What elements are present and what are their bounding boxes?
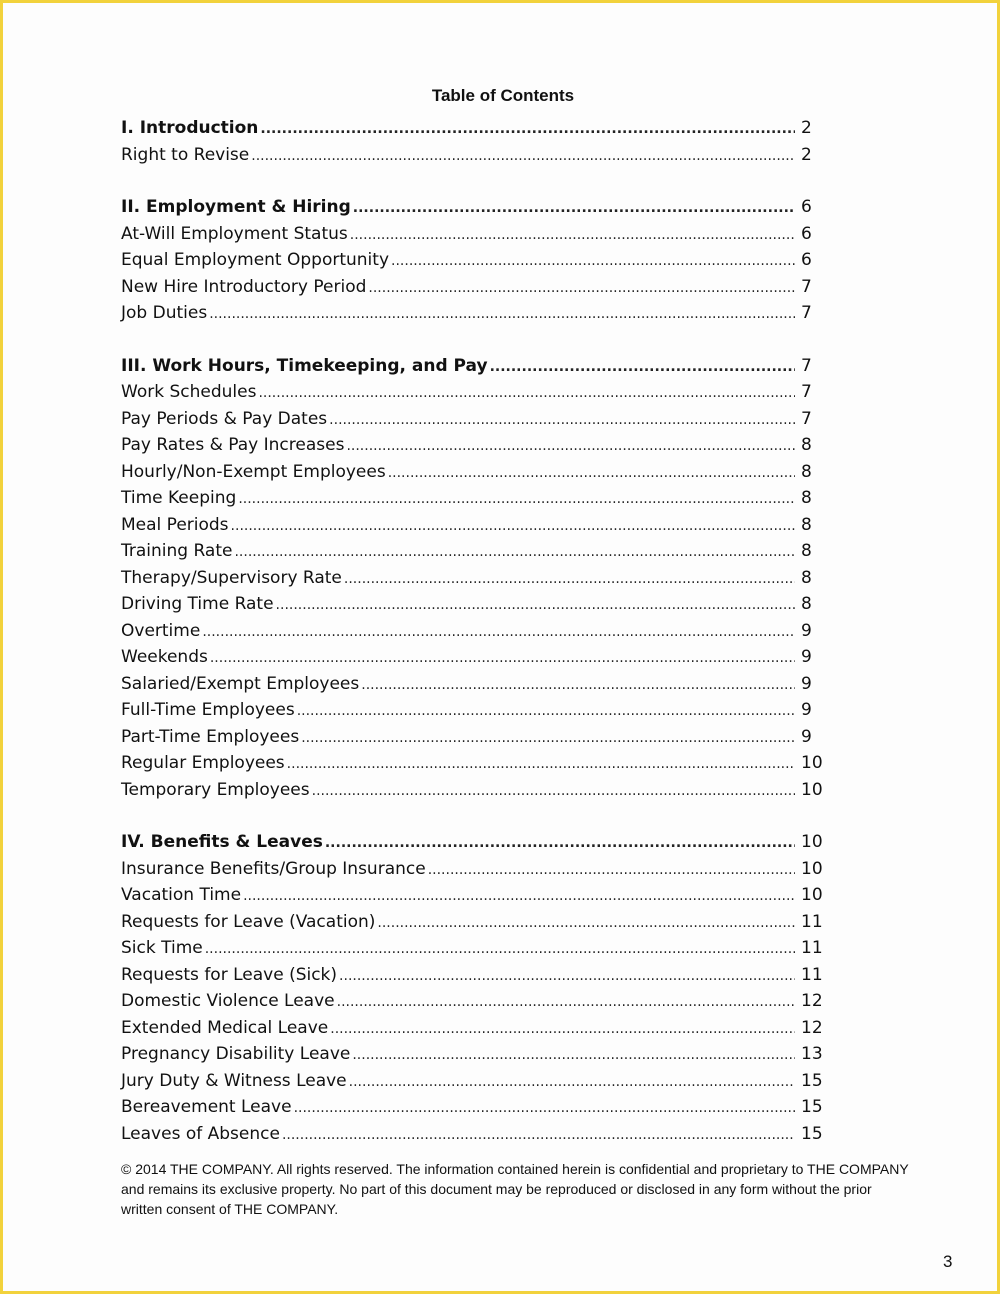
toc-entry-page: 6 — [801, 197, 812, 217]
dot-leader — [330, 1016, 795, 1043]
dot-leader — [312, 778, 795, 805]
toc-entry[interactable] — [121, 459, 831, 486]
dot-leader — [388, 460, 795, 487]
dot-leader — [301, 725, 795, 752]
toc-entry[interactable] — [121, 1015, 831, 1042]
toc-entry[interactable] — [121, 618, 831, 645]
toc-entry-label: Hourly/Non-Exempt Employees — [121, 461, 386, 482]
toc-entry-label: Requests for Leave (Sick) — [121, 964, 338, 985]
toc-entry[interactable] — [121, 856, 831, 883]
dot-leader — [490, 354, 795, 381]
toc-entry-label: Vacation Time — [121, 885, 242, 905]
toc-entry-label: Regular Employees — [121, 753, 285, 773]
dot-leader — [202, 619, 795, 646]
toc-entry-page: 6 — [801, 250, 812, 270]
dot-leader — [350, 222, 795, 249]
dot-leader — [260, 116, 795, 143]
dot-leader — [428, 857, 795, 884]
toc-entry-label: Time Keeping — [121, 488, 237, 508]
toc-entry-page: 11 — [801, 911, 823, 932]
toc-entry-label: Overtime — [121, 620, 201, 641]
toc-entry-page: 10 — [801, 885, 823, 905]
toc-entry-label: Equal Employment Opportunity — [121, 250, 390, 270]
toc-entry-page: 13 — [801, 1044, 823, 1064]
toc-entry[interactable] — [121, 379, 831, 406]
toc-entry[interactable] — [121, 1121, 831, 1148]
toc-entry-page: 7 — [801, 408, 812, 429]
dot-leader — [282, 1122, 795, 1149]
toc-entry-label: Right to Revise — [121, 144, 250, 165]
toc-entry-page: 6 — [801, 223, 812, 244]
dot-leader — [352, 1042, 795, 1069]
toc-entry[interactable] — [121, 882, 831, 909]
toc-entry-page: 10 — [801, 753, 823, 773]
toc-entry-page: 9 — [801, 647, 812, 667]
toc-entry-label: Insurance Benefits/Group Insurance — [121, 858, 426, 879]
toc-entry-label: Bereavement Leave — [121, 1097, 292, 1117]
toc-entry-label: II. Employment & Hiring — [121, 197, 351, 217]
toc-entry-page: 10 — [801, 779, 823, 800]
toc-entry[interactable] — [121, 909, 831, 936]
copyright-notice: © 2014 THE COMPANY. All rights reserved. The information contained herein is confidential and proprietary to THE COMPANY and remains its exclusive property. No part of this document may be reproduced or disclosed in any form without the prior written consent of THE COMPANY. — [121, 1161, 909, 1217]
toc-entry-label: Domestic Violence Leave — [121, 991, 335, 1011]
toc-entry[interactable] — [121, 988, 831, 1015]
dot-leader — [210, 645, 795, 672]
toc-entry[interactable] — [121, 221, 831, 248]
toc-entry[interactable] — [121, 274, 831, 301]
toc-entry-label: Temporary Employees — [121, 779, 310, 800]
toc-entry-page: 8 — [801, 594, 812, 614]
toc-entry-label: At-Will Employment Status — [121, 223, 348, 244]
toc-entry-label: Extended Medical Leave — [121, 1017, 329, 1038]
toc-entry[interactable] — [121, 432, 831, 459]
toc-entry[interactable] — [121, 1094, 831, 1121]
dot-leader — [361, 672, 795, 699]
toc-entry-page: 2 — [801, 118, 812, 138]
dot-leader — [231, 513, 795, 540]
toc-entry-page: 15 — [801, 1097, 823, 1117]
toc-entry-page: 7 — [801, 303, 812, 323]
toc-entry-label: Job Duties — [121, 303, 208, 323]
toc-entry-label: Salaried/Exempt Employees — [121, 673, 360, 694]
toc-entry-page: 11 — [801, 964, 823, 985]
toc-entry[interactable] — [121, 697, 831, 724]
dot-leader — [258, 380, 795, 407]
toc-entry-page: 15 — [801, 1070, 823, 1091]
toc-entry[interactable] — [121, 512, 831, 539]
toc-entry[interactable] — [121, 565, 831, 592]
dot-leader — [368, 275, 795, 302]
toc-entry-page: 9 — [801, 700, 812, 720]
toc-entry[interactable] — [121, 671, 831, 698]
toc-entry[interactable] — [121, 300, 831, 327]
toc-entry-label: Sick Time — [121, 938, 203, 958]
toc-entry-page: 15 — [801, 1123, 823, 1144]
toc-entry[interactable] — [121, 777, 831, 804]
toc-entry[interactable] — [121, 644, 831, 671]
dot-leader — [339, 963, 795, 990]
toc-entry[interactable] — [121, 406, 831, 433]
toc-entry-page: 8 — [801, 461, 812, 482]
toc-entry-page: 8 — [801, 488, 812, 508]
toc-entry[interactable] — [121, 962, 831, 989]
toc-entry-label: Part-Time Employees — [121, 726, 300, 747]
dot-leader — [205, 936, 795, 963]
toc-entry-label: Training Rate — [121, 541, 233, 561]
page-number: 3 — [943, 1252, 953, 1271]
toc-entry[interactable] — [121, 1068, 831, 1095]
dot-leader — [337, 989, 795, 1016]
toc-entry[interactable] — [121, 247, 831, 274]
toc-entry[interactable] — [121, 935, 831, 962]
toc-entry-page: 12 — [801, 991, 823, 1011]
toc-entry-page: 7 — [801, 355, 812, 376]
toc-entry-label: Jury Duty & Witness Leave — [121, 1070, 347, 1091]
table-of-contents — [121, 115, 831, 1147]
toc-entry-page: 10 — [801, 858, 823, 879]
toc-entry-label: Full-Time Employees — [121, 700, 295, 720]
toc-section-entry[interactable] — [121, 829, 831, 856]
toc-entry-label: Leaves of Absence — [121, 1123, 280, 1144]
dot-leader — [325, 830, 795, 857]
toc-entry-page: 7 — [801, 382, 812, 402]
toc-entry-page: 8 — [801, 514, 812, 535]
toc-entry[interactable] — [121, 485, 831, 512]
toc-entry[interactable] — [121, 142, 831, 169]
toc-entry[interactable] — [121, 724, 831, 751]
toc-entry-label: I. Introduction — [121, 118, 259, 138]
toc-entry-page: 9 — [801, 673, 812, 694]
toc-entry[interactable] — [121, 538, 831, 565]
dot-leader — [276, 592, 795, 619]
toc-entry-label: Meal Periods — [121, 514, 229, 535]
toc-entry-page: 8 — [801, 541, 812, 561]
dot-leader — [251, 143, 795, 170]
toc-entry-page: 11 — [801, 938, 823, 958]
toc-entry-page: 8 — [801, 567, 812, 588]
toc-entry-label: IV. Benefits & Leaves — [121, 832, 323, 852]
toc-section-entry[interactable] — [121, 115, 831, 142]
toc-entry[interactable] — [121, 591, 831, 618]
toc-entry-label: Pregnancy Disability Leave — [121, 1044, 351, 1064]
toc-section-entry[interactable] — [121, 353, 831, 380]
dot-leader — [209, 301, 795, 328]
dot-leader — [243, 883, 795, 910]
dot-leader — [234, 539, 795, 566]
toc-entry-label: III. Work Hours, Timekeeping, and Pay — [121, 355, 488, 376]
toc-section-entry[interactable] — [121, 194, 831, 221]
toc-entry-page: 9 — [801, 620, 812, 641]
toc-entry-page: 9 — [801, 726, 812, 747]
toc-entry-label: Pay Periods & Pay Dates — [121, 408, 328, 429]
toc-entry-page: 7 — [801, 276, 812, 297]
dot-leader — [329, 407, 795, 434]
toc-entry-label: Driving Time Rate — [121, 594, 274, 614]
dot-leader — [349, 1069, 795, 1096]
dot-leader — [294, 1095, 795, 1122]
dot-leader — [377, 910, 795, 937]
dot-leader — [238, 486, 795, 513]
dot-leader — [391, 248, 795, 275]
dot-leader — [353, 195, 795, 222]
dot-leader — [287, 751, 795, 778]
toc-entry-label: Pay Rates & Pay Increases — [121, 435, 345, 455]
toc-entry-label: Therapy/Supervisory Rate — [121, 567, 342, 588]
toc-title: Table of Contents — [431, 86, 575, 105]
toc-entry-page: 10 — [801, 832, 823, 852]
toc-entry-label: Work Schedules — [121, 382, 257, 402]
toc-entry[interactable] — [121, 750, 831, 777]
toc-entry-label: Requests for Leave (Vacation) — [121, 911, 376, 932]
dot-leader — [297, 698, 795, 725]
toc-entry-page: 8 — [801, 435, 812, 455]
toc-entry-page: 2 — [801, 144, 812, 165]
toc-entry[interactable] — [121, 1041, 831, 1068]
dot-leader — [346, 433, 795, 460]
toc-entry-label: Weekends — [121, 647, 208, 667]
toc-entry-page: 12 — [801, 1017, 823, 1038]
toc-entry-label: New Hire Introductory Period — [121, 276, 367, 297]
dot-leader — [344, 566, 795, 593]
